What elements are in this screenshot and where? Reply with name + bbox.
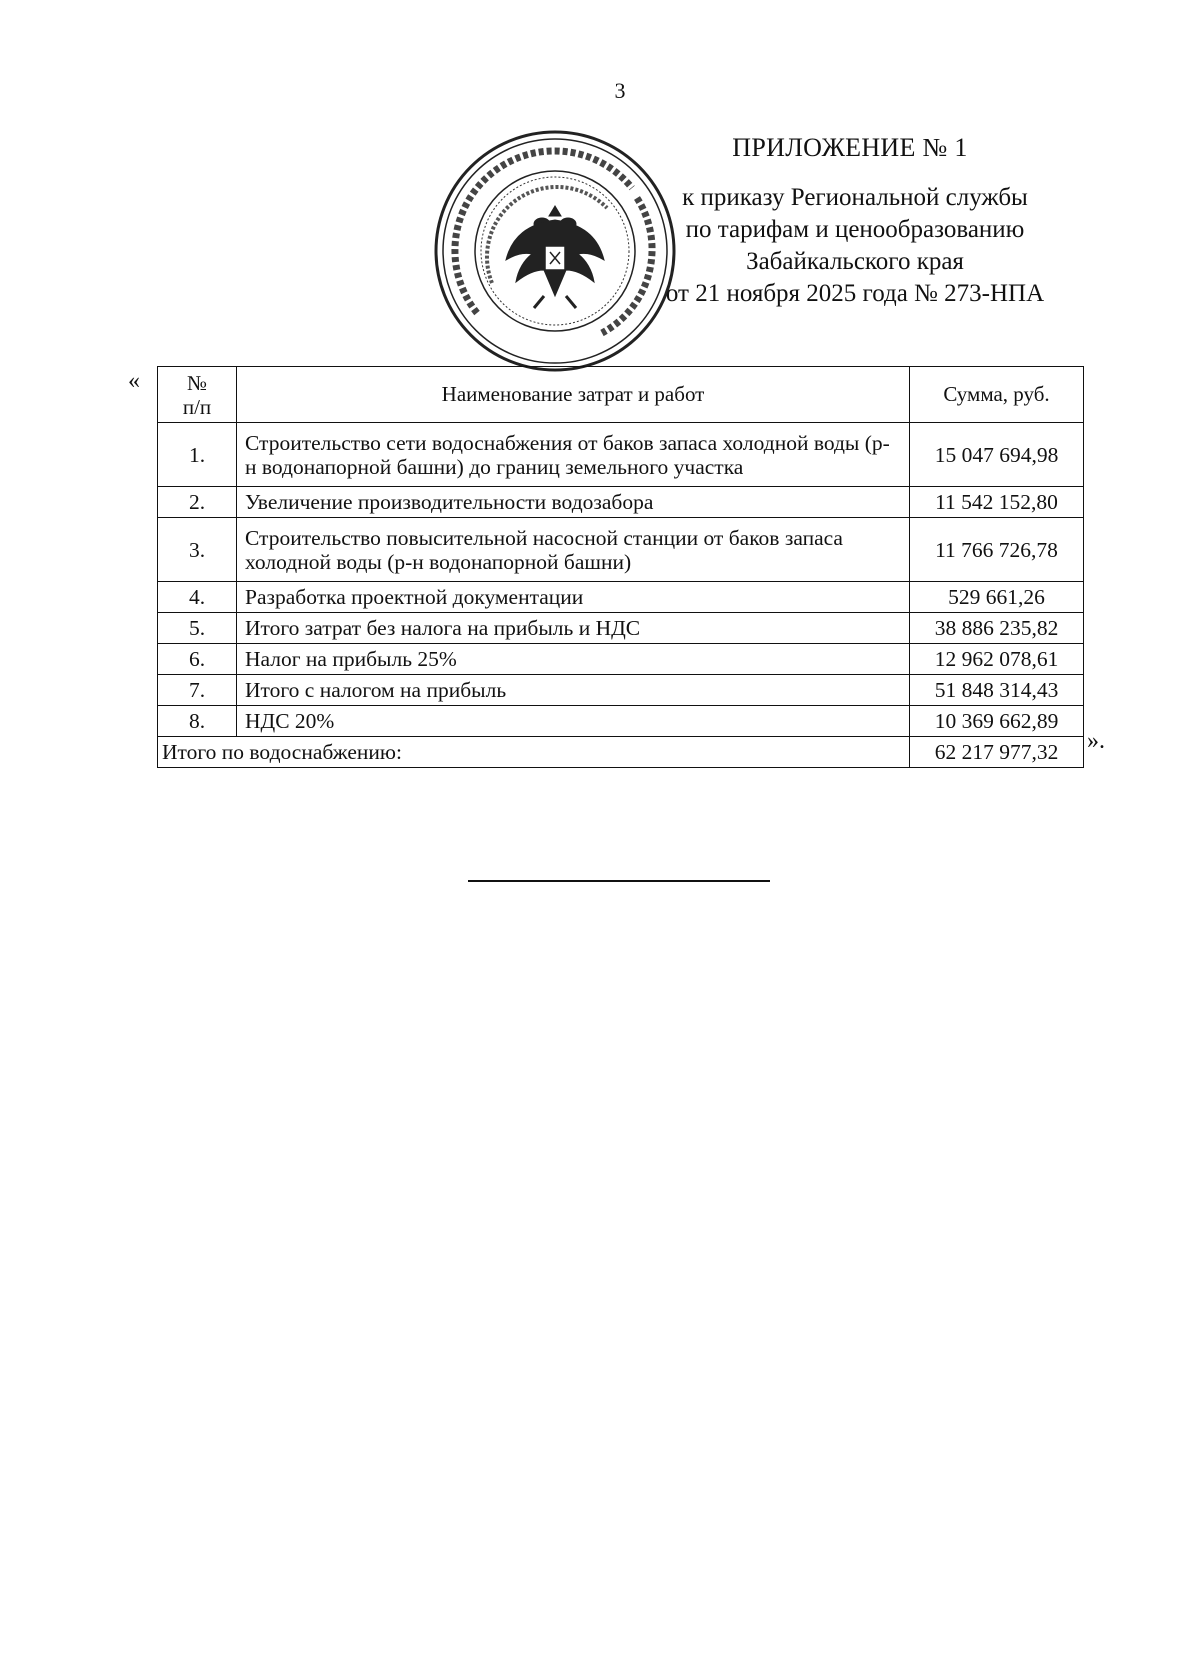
table-header-row: [158, 367, 1084, 423]
row-sum: 38 886 235,82: [910, 613, 1084, 644]
page-number: 3: [614, 78, 626, 103]
row-sum: 11 766 726,78: [910, 518, 1084, 582]
table-row: [158, 582, 1084, 613]
header-name: Наименование затрат и работ: [237, 367, 910, 423]
row-name: Налог на прибыль 25%: [237, 644, 910, 675]
row-num: 5.: [158, 613, 237, 644]
cost-table: [157, 366, 1084, 768]
row-num: 4.: [158, 582, 237, 613]
row-num: 2.: [158, 487, 237, 518]
coat-of-arms-icon: [506, 206, 604, 308]
closing-quote: ».: [1087, 728, 1105, 754]
subtitle-line: по тарифам и ценообразованию: [685, 216, 1025, 243]
total-label: Итого по водоснабжению:: [158, 737, 910, 768]
header-sum: Сумма, руб.: [910, 367, 1084, 423]
opening-quote: «: [128, 368, 140, 394]
table-row: [158, 518, 1084, 582]
table-row: [158, 706, 1084, 737]
table-total-row: [158, 737, 1084, 768]
table-row: [158, 487, 1084, 518]
row-sum: 51 848 314,43: [910, 675, 1084, 706]
row-name: Итого затрат без налога на прибыль и НДС: [237, 613, 910, 644]
row-sum: 12 962 078,61: [910, 644, 1084, 675]
row-name: Строительство повысительной насосной станции от баков запаса холодной воды (р-н водонапорной башни): [237, 518, 910, 582]
row-sum: 10 369 662,89: [910, 706, 1084, 737]
row-name: Разработка проектной документации: [237, 582, 910, 613]
row-num: 8.: [158, 706, 237, 737]
table-row: [158, 423, 1084, 487]
row-sum: 15 047 694,98: [910, 423, 1084, 487]
row-num: 6.: [158, 644, 237, 675]
row-sum: 529 661,26: [910, 582, 1084, 613]
row-name: Увеличение производительности водозабора: [237, 487, 910, 518]
official-seal: [432, 128, 678, 374]
table-row: [158, 613, 1084, 644]
row-num: 1.: [158, 423, 237, 487]
table-row: [158, 644, 1084, 675]
row-num: 3.: [158, 518, 237, 582]
row-num: 7.: [158, 675, 237, 706]
subtitle-line: Забайкальского края: [746, 248, 964, 275]
table-row: [158, 675, 1084, 706]
subtitle-line: от 21 ноября 2025 года № 273-НПА: [665, 280, 1045, 307]
total-sum: 62 217 977,32: [910, 737, 1084, 768]
header-num: № п/п: [158, 367, 237, 423]
row-name: Итого с налогом на прибыль: [237, 675, 910, 706]
row-name: Строительство сети водоснабжения от баков запаса холодной воды (р-н водонапорной башни) до границ земельного участка: [237, 423, 910, 487]
row-sum: 11 542 152,80: [910, 487, 1084, 518]
appendix-title: ПРИЛОЖЕНИЕ № 1: [732, 133, 968, 162]
subtitle-line: к приказу Региональной службы: [682, 184, 1028, 211]
end-divider: [468, 880, 770, 882]
row-name: НДС 20%: [237, 706, 910, 737]
appendix-subtitle: [645, 182, 1065, 310]
